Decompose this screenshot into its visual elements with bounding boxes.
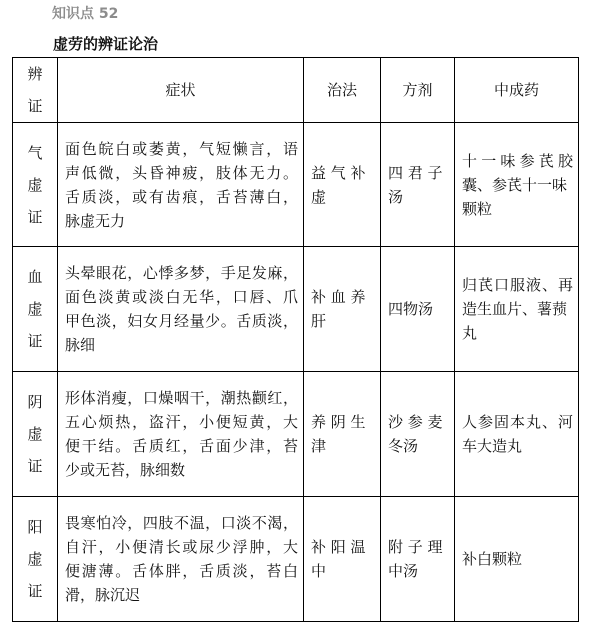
section-title: 虚劳的辨证论治 xyxy=(53,35,159,53)
treatment-cell: 养 阴 生 津 xyxy=(304,372,381,497)
prescription-cell: 沙 参 麦 冬汤 xyxy=(381,372,455,497)
knowledge-point-label: 知识点 52 xyxy=(52,6,119,22)
symptoms-cell: 畏寒怕冷，四肢不温，口淡不渴， 自汗，小便清长或尿少浮肿，大 便溏薄。舌体胖，舌质淡，苔白 滑，脉沉迟 xyxy=(58,497,304,622)
symptoms-cell: 头晕眼花，心悸多梦，手足发麻， 面色淡黄或淡白无华，口唇、爪 甲色淡，妇女月经量少。舌质淡， 脉细 xyxy=(58,247,304,372)
treatment-cell: 益 气 补 虚 xyxy=(304,123,381,247)
syndrome-cell: 阴 虚 证 xyxy=(13,372,58,497)
header-symptoms: 症状 xyxy=(58,58,304,123)
syndrome-cell: 阳 虚 证 xyxy=(13,497,58,622)
header-syndrome: 辨 证 xyxy=(13,58,58,123)
symptoms-cell: 形体消瘦，口燥咽干，潮热颧红， 五心烦热，盗汗，小便短黄，大 便干结。舌质红，舌面少津，苔 少或无苔，脉细数 xyxy=(58,372,304,497)
syndrome-table xyxy=(12,57,579,622)
table-row xyxy=(13,372,579,497)
header-treatment: 治法 xyxy=(304,58,381,123)
syndrome-cell: 血 虚 证 xyxy=(13,247,58,372)
patent-medicine-cell: 归芪口服液、再 造生血片、薯蓣 丸 xyxy=(455,247,579,372)
treatment-cell: 补 阳 温 中 xyxy=(304,497,381,622)
symptoms-cell: 面色皖白或萎黄，气短懒言，语 声低微，头昏神疲，肢体无力。 舌质淡，或有齿痕，舌苔薄白， 脉虚无力 xyxy=(58,123,304,247)
table-row xyxy=(13,123,579,247)
patent-medicine-cell: 补白颗粒 xyxy=(455,497,579,622)
treatment-cell: 补 血 养 肝 xyxy=(304,247,381,372)
prescription-cell: 四 君 子 汤 xyxy=(381,123,455,247)
header-prescription: 方剂 xyxy=(381,58,455,123)
table-row xyxy=(13,247,579,372)
header-row xyxy=(13,58,579,123)
prescription-cell: 四物汤 xyxy=(381,247,455,372)
table-row xyxy=(13,497,579,622)
patent-medicine-cell: 人参固本丸、河 车大造丸 xyxy=(455,372,579,497)
header-patent-medicine: 中成药 xyxy=(455,58,579,123)
syndrome-cell: 气 虚 证 xyxy=(13,123,58,247)
prescription-cell: 附 子 理 中汤 xyxy=(381,497,455,622)
patent-medicine-cell: 十一味参芪胶 囊、参芪十一味 颗粒 xyxy=(455,123,579,247)
